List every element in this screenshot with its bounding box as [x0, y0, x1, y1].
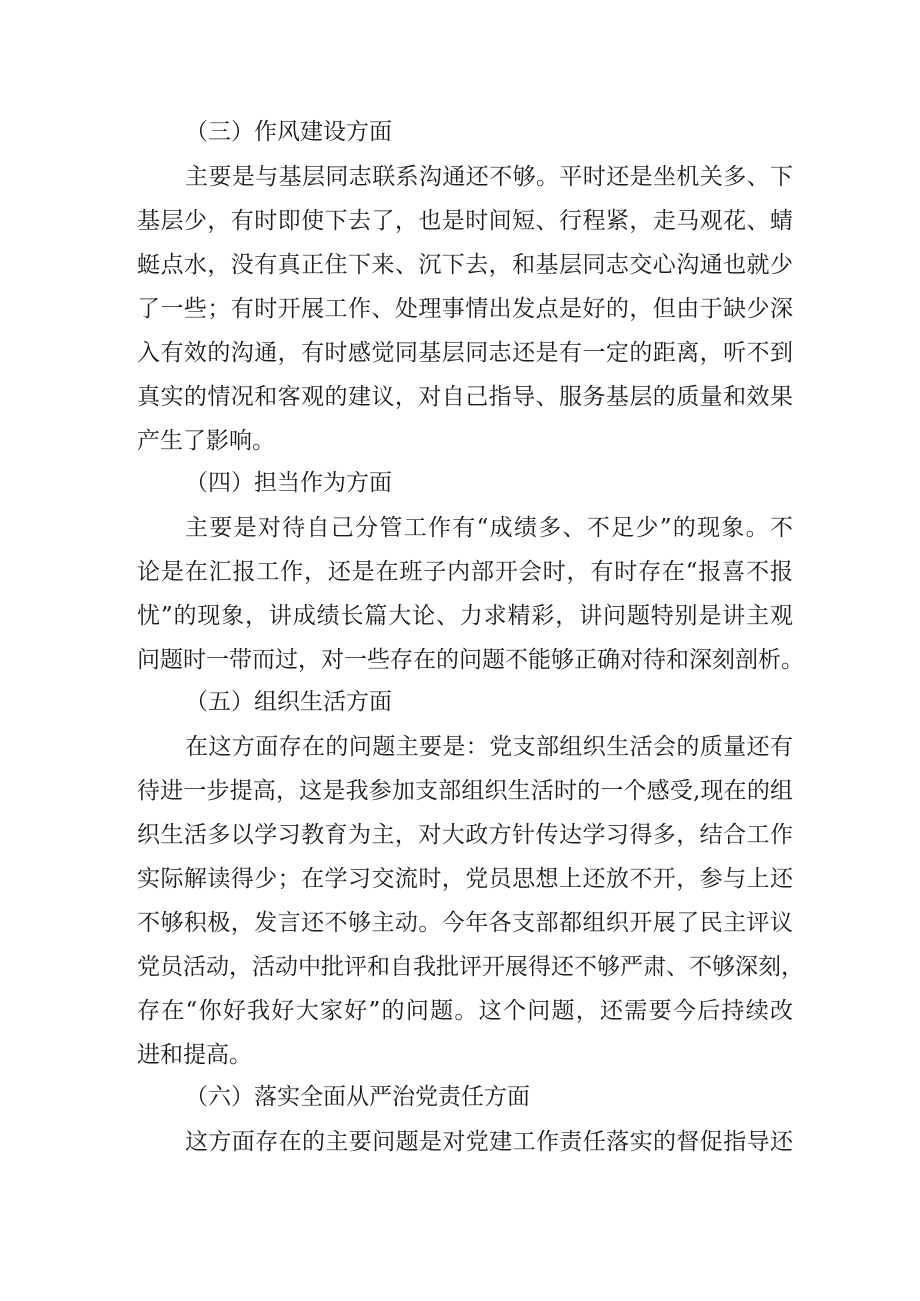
paragraph-line: 在这方面存在的问题主要是：党支部组织生活会的质量还有	[185, 734, 793, 760]
paragraph-line: 入有效的沟通，有时感觉同基层同志还是有一定的距离，听不到	[137, 340, 793, 366]
paragraph-line: 基层少，有时即使下去了，也是时间短、行程紧，走马观花、蜻	[137, 208, 793, 234]
section-heading: （四）担当作为方面	[185, 470, 392, 496]
paragraph-line: 忧”的现象，讲成绩长篇大论、力求精彩，讲问题特别是讲主观	[137, 603, 793, 629]
paragraph-line: 主要是对待自己分管工作有“成绩多、不足少”的现象。不	[185, 515, 793, 541]
paragraph-line: 了一些；有时开展工作、处理事情出发点是好的，但由于缺少深	[137, 296, 793, 322]
paragraph-line: 待进一步提高，这是我参加支部组织生活时的一个感受,现在的组	[137, 778, 793, 804]
paragraph-line: 实际解读得少；在学习交流时，党员思想上还放不开，参与上还	[137, 866, 793, 892]
paragraph-line: 产生了影响。	[137, 428, 275, 454]
paragraph-line: 这方面存在的主要问题是对党建工作责任落实的督促指导还	[185, 1129, 793, 1155]
paragraph-line: 织生活多以学习教育为主，对大政方针传达学习得多，结合工作	[137, 822, 793, 848]
paragraph-line: 问题时一带而过，对一些存在的问题不能够正确对待和深刻剖析。	[137, 647, 804, 673]
paragraph-line: 论是在汇报工作，还是在班子内部开会时，有时存在“报喜不报	[137, 559, 793, 585]
section-heading: （五）组织生活方面	[185, 689, 392, 715]
paragraph-line: 党员活动，活动中批评和自我批评开展得还不够严肃、不够深刻，	[137, 954, 804, 980]
paragraph-line: 不够积极，发言还不够主动。今年各支部都组织开展了民主评议	[137, 910, 793, 936]
paragraph-line: 真实的情况和客观的建议，对自己指导、服务基层的质量和效果	[137, 384, 793, 410]
paragraph-line: 蜓点水，没有真正住下来、沉下去，和基层同志交心沟通也就少	[137, 252, 793, 278]
paragraph-line: 存在“你好我好大家好”的问题。这个问题，还需要今后持续改	[137, 998, 793, 1024]
paragraph-line: 主要是与基层同志联系沟通还不够。平时还是坐机关多、下	[185, 164, 793, 190]
paragraph-line: 进和提高。	[137, 1042, 252, 1068]
section-heading: （六）落实全面从严治党责任方面	[185, 1084, 530, 1110]
section-heading: （三）作风建设方面	[185, 119, 392, 145]
